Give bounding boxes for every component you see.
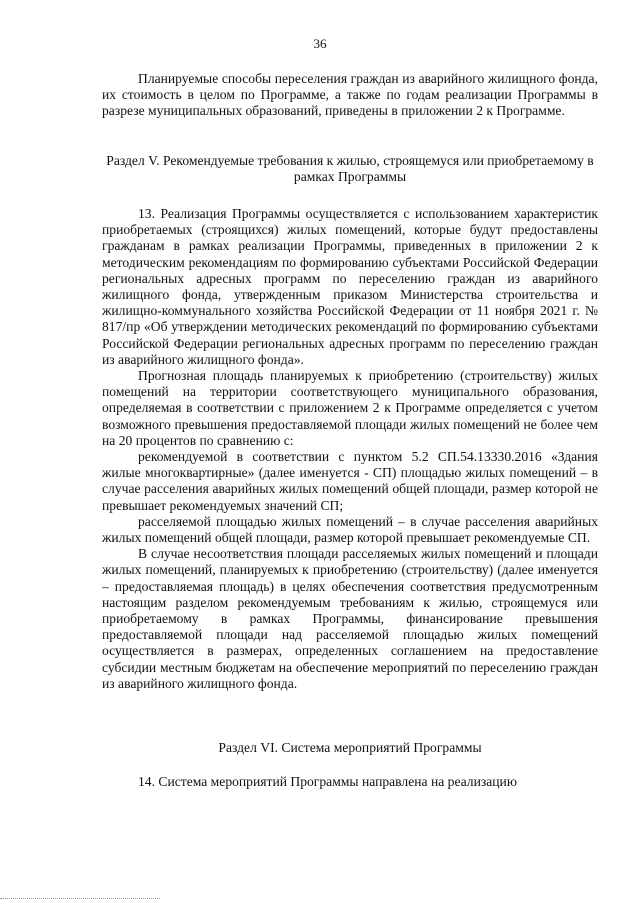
- footer-rule: [0, 898, 160, 899]
- forecast-area-paragraph: Прогнозная площадь планируемых к приобретению (строительству) жилых помещений на территории соответствующего муниципального образования, определяемая в соответствии с приложением 2 к Программе определяется с учетом возможного превышения предоставляемой площади жилых помещений не более чем на 20 процентов по сравнению с:: [102, 368, 598, 448]
- section-6-heading: Раздел VI. Система мероприятий Программы: [218, 740, 482, 755]
- section-5-body: [102, 206, 598, 692]
- section-6-body: [102, 774, 598, 790]
- intro-block: [102, 71, 598, 120]
- intro-paragraph: Планируемые способы переселения граждан из аварийного жилищного фонда, их стоимость в целом по Программе, а также по годам реализации Программы в разрезе муниципальных образований, приведены в приложении 2 к Программе.: [102, 71, 598, 119]
- resettled-area-paragraph: расселяемой площадью жилых помещений – в случае расселения аварийных жилых помещений общей площади, размер которой превышает рекомендуемые СП.: [102, 513, 598, 546]
- area-mismatch-paragraph: В случае несоответствия площади расселяемых жилых помещений и площади жилых помещений, планируемых к приобретению (строительству) (далее именуется – предоставляемая площадь) в целях обеспечения соответствия предусмотренным настоящим разделом рекомендуемым требованиям к жилью, строящемуся или приобретаемому в рамках Программы, финансирование превышения предоставляемой площади над расселяемой площадью жилых помещений осуществляется в размерах, определенных соглашением на предоставление субсидии местным бюджетам на обеспечение мероприятий по переселению граждан из аварийного жилищного фонда.: [102, 546, 598, 691]
- recommended-area-paragraph: рекомендуемой в соответствии с пунктом 5.2 СП.54.13330.2016 «Здания жилые многоквартирные» (далее именуется - СП) площадью жилых помещений – в случае расселения аварийных жилых помещений общей площади, размер которой не превышает рекомендуемых значений СП;: [102, 449, 598, 513]
- page-number: 36: [313, 36, 327, 51]
- clause-13-paragraph: 13. Реализация Программы осуществляется с использованием характеристик приобретаемых (строящихся) жилых помещений, которые будут предоставлены гражданам в рамках реализации Программы, приведенных в приложении 2 к методическим рекомендациям по формированию субъектами Российской Федерации региональных адресных программ по переселению граждан из аварийного жилищного фонда, утвержденным приказом Министерства строительства и жилищно-коммунального хозяйства Российской Федерации от 11 ноября 2021 г. № 817/пр «Об утверждении методических рекомендаций по формированию субъектами Российской Федерации региональных адресных программ по переселению граждан из аварийного жилищного фонда».: [102, 206, 598, 367]
- clause-14-paragraph: 14. Система мероприятий Программы направлена на реализацию: [138, 774, 517, 789]
- section-5-heading: Раздел V. Рекомендуемые требования к жилью, строящемуся или приобретаемому в рамках Программы: [106, 153, 594, 185]
